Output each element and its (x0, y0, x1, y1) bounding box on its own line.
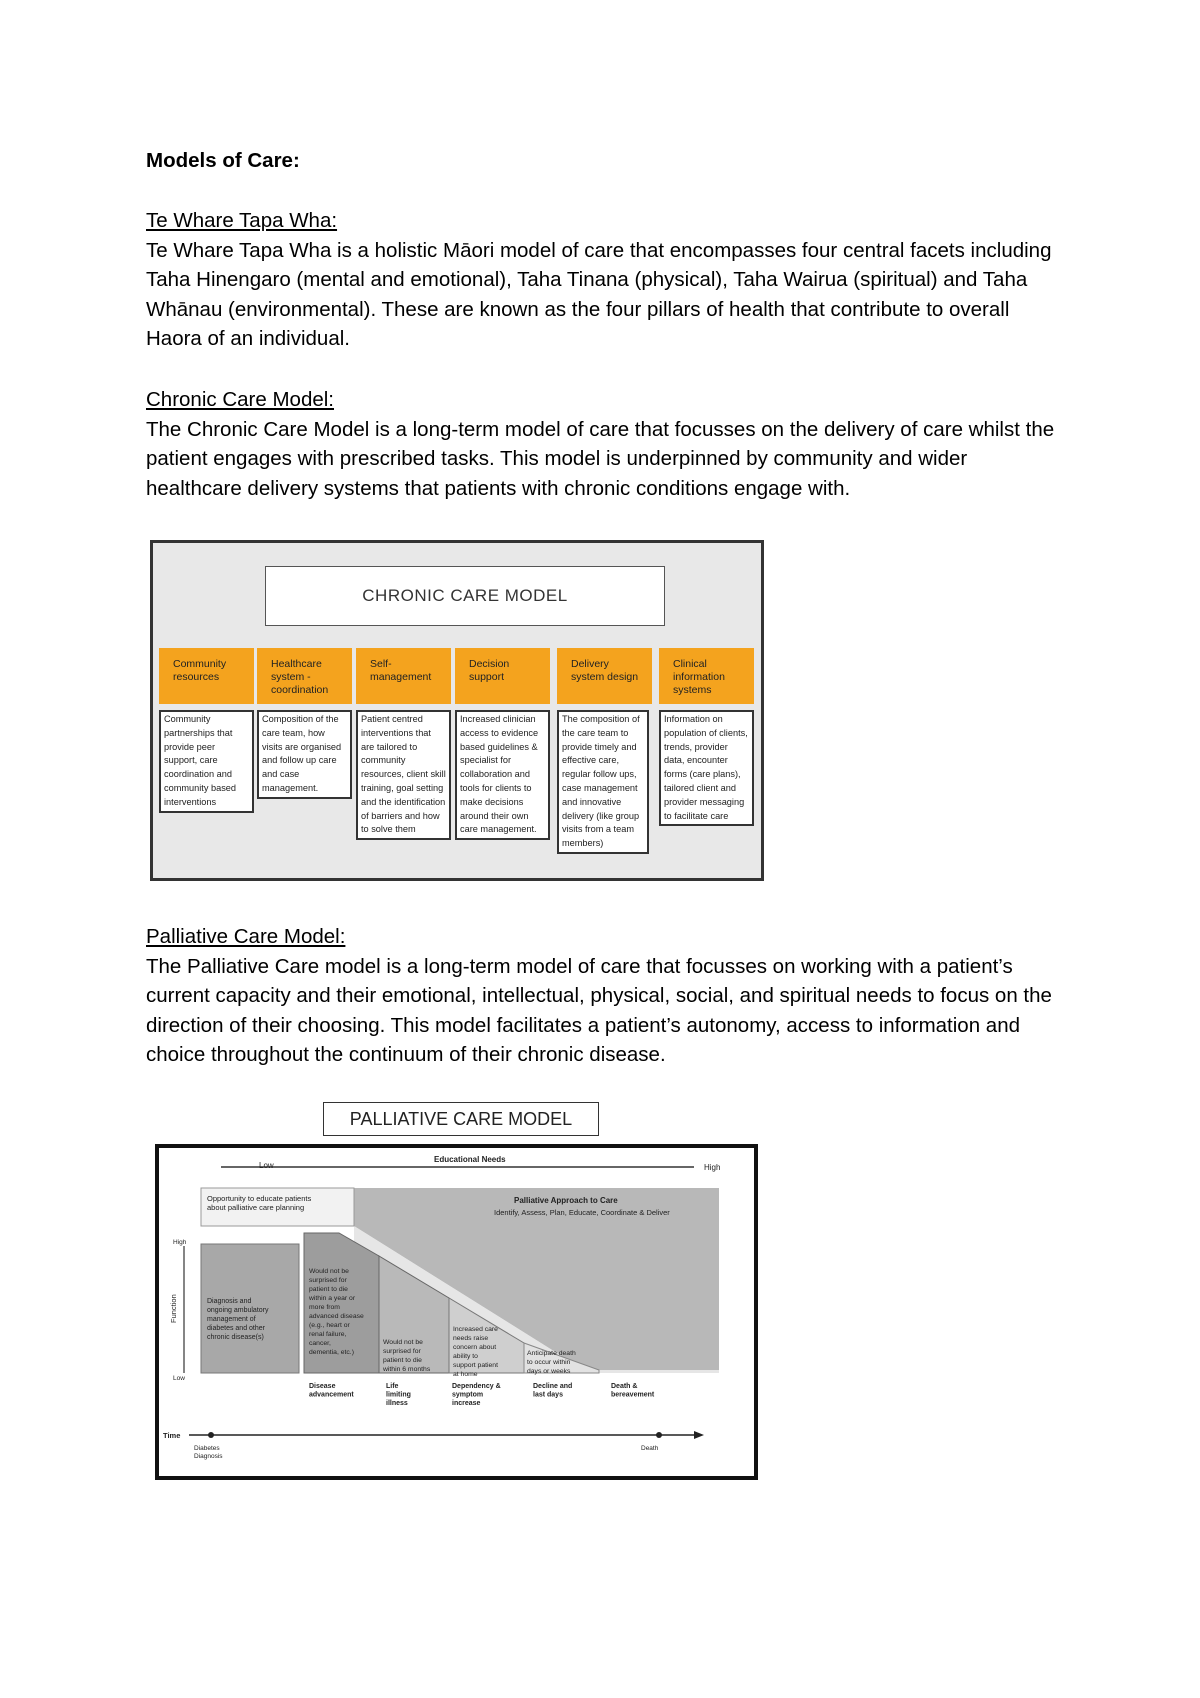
edu-needs-label: Educational Needs (434, 1155, 506, 1164)
ccm-column-head: Clinical information systems (659, 648, 754, 704)
approach-title: Palliative Approach to Care (514, 1196, 618, 1205)
ccm-column-head: Decision support (455, 648, 550, 704)
ccm-column-body: Patient centred interventions that are tailored to community resources, client skill training, goal setting and the identification of barriers and how to solve them (356, 710, 451, 840)
section-palliative-care (146, 922, 1066, 1070)
palliative-diagram (159, 1148, 754, 1476)
edu-low-label: Low (259, 1161, 274, 1170)
section-chronic-care (146, 385, 1066, 503)
palliative-care-figure (155, 1144, 758, 1480)
ccm-column (659, 648, 754, 826)
section-heading: Palliative Care Model: (146, 925, 346, 948)
time-label: Time (163, 1431, 181, 1440)
stage-text: Increased care needs raise concern about ability to support patient at home (453, 1326, 498, 1378)
func-high-label: High (173, 1239, 187, 1246)
ccm-column-head: Community resources (159, 648, 254, 704)
ccm-column-body: Composition of the care team, how visits are organised and follow up care and case management. (257, 710, 352, 799)
doc-title: Models of Care: (146, 149, 300, 172)
stage-text: Would not be surprised for patient to die within a year or more from advanced disease (e.g., heart or renal failure, cancer, dementia, etc.) (309, 1268, 364, 1356)
time-arrow (694, 1431, 704, 1439)
figure-title: CHRONIC CARE MODEL (265, 566, 665, 626)
edu-high-label: High (704, 1163, 721, 1172)
ccm-column (159, 648, 254, 813)
opportunity-text: Opportunity to educate patients about palliative care planning (207, 1194, 312, 1212)
ccm-column-body: Increased clinician access to evidence based guidelines & specialist for collaboration and tools for clients to make decisions around their own care management. (455, 710, 550, 840)
death-label: Death (641, 1445, 659, 1452)
stage-label: Disease advancement (309, 1383, 354, 1399)
ccm-column-body: Community partnerships that provide peer support, care coordination and community based interventions (159, 710, 254, 813)
stage-label: Death & bereavement (611, 1383, 655, 1399)
section-te-whare (146, 206, 1066, 354)
function-label: Function (169, 1294, 178, 1323)
section-paragraph: The Chronic Care Model is a long-term model of care that focusses on the delivery of care whilst the patient engages with prescribed tasks. This model is underpinned by community and wider healthcare delivery systems that patients with chronic conditions engage with. (146, 417, 1055, 500)
ccm-column-head: Delivery system design (557, 648, 652, 704)
section-heading: Chronic Care Model: (146, 388, 334, 411)
approach-sub: Identify, Assess, Plan, Educate, Coordinate & Deliver (494, 1208, 670, 1217)
time-start-dot (208, 1432, 214, 1438)
func-low-label: Low (173, 1375, 185, 1382)
ccm-column (257, 648, 352, 799)
stage-text: Would not be surprised for patient to die within 6 months (383, 1339, 431, 1373)
diagnosis-text: Diagnosis and ongoing ambulatory management of diabetes and other chronic disease(s) (207, 1298, 269, 1341)
ccm-column-head: Self-management (356, 648, 451, 704)
ccm-column (356, 648, 451, 840)
chronic-care-figure (150, 540, 764, 881)
stage-label: Dependency & symptom increase (452, 1383, 501, 1407)
diabetes-label: Diabetes Diagnosis (194, 1445, 223, 1460)
ccm-column-body: Information on population of clients, trends, provider data, encounter forms (care plans), tailored client and provider messaging to facilitate care (659, 710, 754, 826)
stage-label: Decline and last days (533, 1383, 573, 1399)
section-heading: Te Whare Tapa Wha: (146, 209, 338, 232)
time-end-dot (656, 1432, 662, 1438)
stage-label: Life limiting illness (386, 1383, 411, 1407)
ccm-column (557, 648, 652, 854)
ccm-column-head: Healthcare system - coordination (257, 648, 352, 704)
section-paragraph: The Palliative Care model is a long-term model of care that focusses on working with a patient’s current capacity and their emotional, intellectual, physical, social, and spiritual needs to focus on the direction of their choosing. This model facilitates a patient’s autonomy, access to information and choice throughout the continuum of their chronic disease. (146, 954, 1052, 1066)
ccm-column (455, 648, 550, 840)
section-paragraph: Te Whare Tapa Wha is a holistic Māori model of care that encompasses four central facets including Taha Hinengaro (mental and emotional), Taha Tinana (physical), Taha Wairua (spiritual) and Taha Whānau (environmental). These are known as the four pillars of health that contribute to overall Haora of an individual. (146, 238, 1052, 350)
stage-text: Anticipate death to occur within days or weeks (527, 1350, 576, 1375)
figure-title: PALLIATIVE CARE MODEL (323, 1102, 599, 1136)
ccm-column-body: The composition of the care team to provide timely and effective care, regular follow ups, case management and innovative delivery (like group visits from a team members) (557, 710, 649, 854)
